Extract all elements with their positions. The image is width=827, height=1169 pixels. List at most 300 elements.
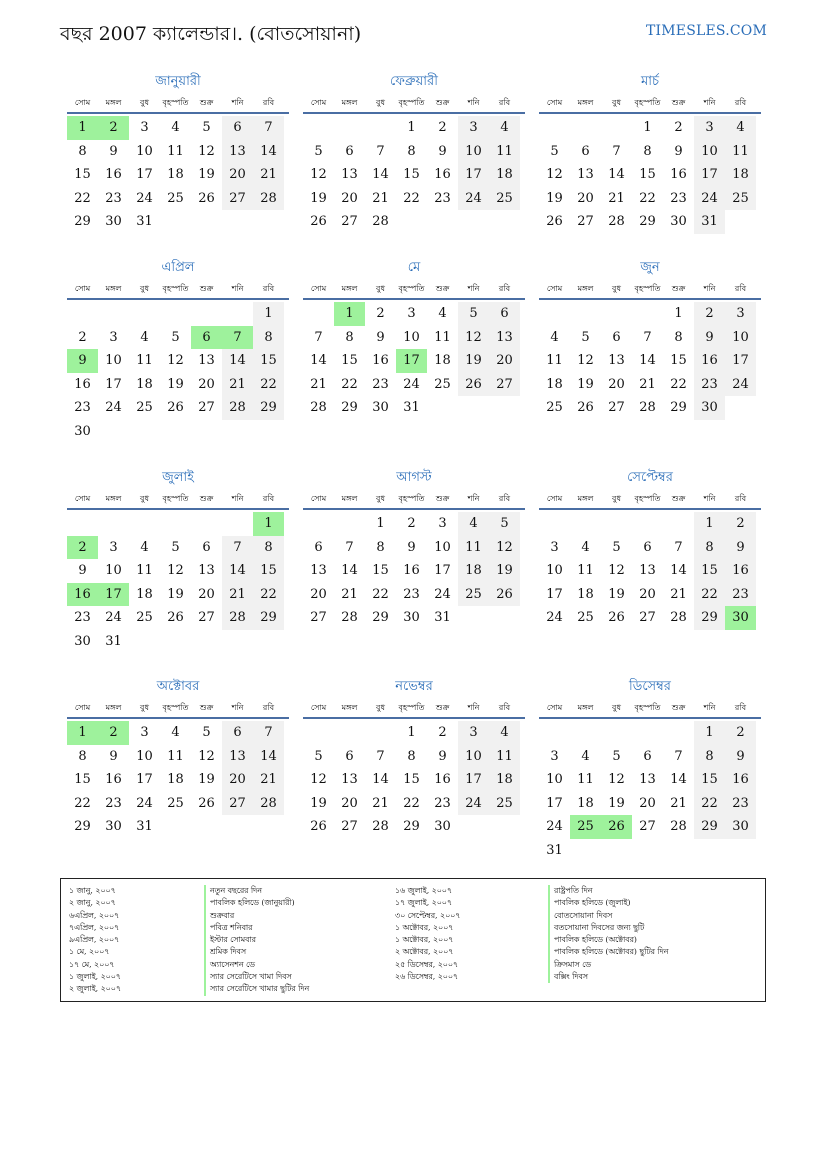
day-cell: 22: [74, 795, 91, 811]
weekday-header: [303, 490, 525, 510]
day-cell: 26: [489, 583, 520, 607]
day-cell: 15: [694, 768, 725, 792]
empty-cell: [663, 721, 694, 745]
day-cell: 8: [78, 143, 87, 159]
day-cell: 22: [253, 373, 284, 397]
legend-holiday-name: পবিত্র শনিবার: [204, 922, 309, 934]
day-cell: 10: [105, 563, 122, 578]
holiday-day-cell: 1: [67, 721, 98, 745]
weekday-header: [67, 94, 289, 114]
day-cell: 5: [202, 120, 211, 135]
day-cell: 18: [458, 559, 489, 583]
day-cell: 1: [694, 512, 725, 536]
day-cell: 24: [546, 819, 563, 834]
month-name: এপ্রিল: [161, 260, 195, 275]
day-cell: 11: [136, 353, 153, 368]
day-cell: 3: [550, 539, 559, 555]
day-cell: 17: [458, 768, 489, 792]
day-cell: 11: [458, 536, 489, 560]
legend-holiday-name: শ্রমিক দিবস: [204, 946, 309, 958]
days-grid: [67, 512, 289, 653]
legend-date: ১৭ জুলাই, ২০০৭: [395, 898, 452, 908]
day-cell: 27: [222, 187, 253, 211]
day-cell: 31: [434, 610, 451, 625]
day-cell: 29: [253, 396, 284, 420]
day-cell: 14: [608, 167, 625, 182]
day-cell: 23: [694, 373, 725, 397]
legend-date: ১ মে, ২০০৭: [69, 947, 110, 957]
day-cell: 16: [434, 167, 451, 182]
weekday-label: শুক্র: [199, 284, 214, 293]
day-cell: 6: [345, 748, 354, 764]
day-cell: 28: [372, 819, 389, 834]
day-cell: 14: [639, 353, 656, 368]
weekday-label: সোম: [546, 98, 563, 107]
day-cell: 2: [407, 516, 416, 531]
day-cell: 27: [198, 610, 215, 625]
empty-cell: [160, 302, 191, 326]
day-cell: 10: [105, 353, 122, 368]
weekday-label: বুধ: [376, 494, 385, 503]
day-cell: 27: [310, 610, 327, 625]
day-cell: 4: [171, 120, 180, 135]
month-name: মে: [407, 260, 421, 275]
legend-date: ২ জুলাই, ২০০৭: [69, 984, 121, 994]
day-cell: 28: [222, 606, 253, 630]
day-cell: 19: [310, 795, 327, 811]
empty-cell: [222, 512, 253, 536]
day-cell: 13: [341, 167, 358, 182]
brand-link[interactable]: TIMESLES.COM: [646, 23, 767, 39]
legend-date: ১ জুলাই, ২০০৭: [69, 972, 121, 982]
days-grid: [303, 302, 525, 420]
day-cell: 1: [407, 725, 416, 740]
weekday-label: শুক্র: [199, 494, 214, 503]
day-cell: 22: [74, 190, 91, 206]
legend-names-right: [548, 885, 668, 983]
legend-date: ২৫ ডিসেম্বর, ২০০৭: [395, 959, 458, 969]
weekday-label: রবি: [262, 98, 275, 107]
day-cell: 23: [105, 190, 122, 206]
day-cell: 14: [253, 140, 284, 164]
day-cell: 23: [434, 190, 451, 206]
day-cell: 19: [546, 190, 563, 206]
day-cell: 31: [694, 210, 725, 234]
day-cell: 15: [74, 772, 91, 787]
day-cell: 20: [198, 376, 215, 392]
day-cell: 26: [198, 795, 215, 811]
day-cell: 8: [407, 748, 416, 764]
legend-dates-right: [395, 885, 460, 983]
day-cell: 9: [725, 536, 756, 560]
day-cell: 5: [171, 539, 180, 555]
weekday-label: শনি: [467, 98, 480, 107]
month-block: [303, 675, 525, 839]
weekday-label: সোম: [74, 494, 91, 503]
empty-cell: [191, 512, 222, 536]
day-cell: 9: [694, 326, 725, 350]
day-cell: 23: [403, 586, 420, 602]
weekday-label: রবি: [734, 284, 747, 293]
day-cell: 29: [372, 610, 389, 625]
weekday-header: [539, 280, 761, 300]
day-cell: 16: [670, 167, 687, 182]
day-cell: 7: [376, 143, 385, 159]
weekday-label: রবি: [498, 98, 511, 107]
day-cell: 23: [372, 376, 389, 392]
day-cell: 27: [577, 214, 594, 229]
weekday-label: সোম: [546, 703, 563, 712]
day-cell: 28: [670, 819, 687, 834]
legend-date: ৩০ সেপ্টেম্বর, ২০০৭: [395, 910, 461, 920]
day-cell: 12: [198, 143, 215, 159]
day-cell: 5: [581, 329, 590, 345]
day-cell: 6: [643, 539, 652, 555]
weekday-label: বুধ: [612, 284, 621, 293]
month-block: [67, 466, 289, 653]
day-cell: 7: [222, 536, 253, 560]
legend-holiday-name: পাবলিক হলিডে (জুলাই): [548, 897, 668, 909]
empty-cell: [539, 721, 570, 745]
day-cell: 29: [403, 819, 420, 834]
weekday-label: শুক্র: [671, 284, 686, 293]
day-cell: 18: [725, 163, 756, 187]
weekday-label: শুক্র: [199, 703, 214, 712]
day-cell: 24: [136, 190, 153, 206]
days-grid: [67, 116, 289, 234]
day-cell: 11: [167, 748, 184, 764]
day-cell: 14: [222, 349, 253, 373]
day-cell: 10: [136, 143, 153, 159]
day-cell: 12: [167, 353, 184, 368]
day-cell: 19: [608, 795, 625, 811]
day-cell: 10: [136, 748, 153, 764]
day-cell: 29: [253, 606, 284, 630]
day-cell: 25: [725, 187, 756, 211]
day-cell: 8: [674, 329, 683, 345]
day-cell: 6: [202, 539, 211, 555]
day-cell: 16: [105, 167, 122, 182]
month-block: [303, 256, 525, 420]
weekday-header: [539, 699, 761, 719]
day-cell: 14: [670, 563, 687, 578]
day-cell: 27: [639, 610, 656, 625]
day-cell: 7: [253, 721, 284, 745]
holiday-day-cell: 16: [67, 583, 98, 607]
day-cell: 25: [136, 610, 153, 625]
days-grid: [539, 116, 761, 234]
weekday-label: মঙ্গল: [341, 703, 358, 712]
weekday-header: [67, 699, 289, 719]
day-cell: 10: [434, 539, 451, 555]
day-cell: 23: [725, 583, 756, 607]
empty-cell: [191, 302, 222, 326]
empty-cell: [632, 721, 663, 745]
day-cell: 6: [314, 539, 323, 555]
weekday-label: বৃহস্পতি: [162, 98, 189, 107]
day-cell: 1: [253, 302, 284, 326]
day-cell: 31: [105, 633, 122, 649]
day-cell: 16: [403, 563, 420, 578]
month-name: মার্চ: [640, 74, 659, 89]
day-cell: 19: [198, 772, 215, 787]
empty-cell: [303, 302, 334, 326]
legend-holiday-name: বক্সিং দিবস: [548, 971, 668, 983]
legend-holiday-name: বোতসোয়ানা দিবস: [548, 910, 668, 922]
holiday-day-cell: 2: [67, 536, 98, 560]
day-cell: 28: [341, 610, 358, 625]
day-cell: 23: [74, 400, 91, 415]
empty-cell: [632, 512, 663, 536]
holiday-day-cell: 25: [570, 815, 601, 839]
day-cell: 28: [253, 792, 284, 816]
day-cell: 6: [489, 302, 520, 326]
day-cell: 8: [253, 536, 284, 560]
day-cell: 30: [434, 819, 451, 834]
day-cell: 20: [639, 586, 656, 602]
day-cell: 4: [140, 539, 149, 555]
day-cell: 16: [74, 376, 91, 392]
day-cell: 2: [438, 725, 447, 740]
day-cell: 18: [546, 376, 563, 392]
day-cell: 24: [725, 373, 756, 397]
weekday-label: শনি: [467, 703, 480, 712]
day-cell: 4: [581, 748, 590, 764]
month-name: সেপ্টেম্বর: [627, 470, 673, 485]
weekday-label: রবি: [498, 703, 511, 712]
day-cell: 26: [577, 400, 594, 415]
day-cell: 21: [341, 586, 358, 602]
day-cell: 28: [608, 214, 625, 229]
day-cell: 22: [694, 792, 725, 816]
weekday-label: শুক্র: [671, 494, 686, 503]
day-cell: 26: [546, 214, 563, 229]
legend-date: ১৬ জুলাই, ২০০৭: [395, 886, 452, 895]
day-cell: 13: [639, 563, 656, 578]
weekday-label: বুধ: [612, 98, 621, 107]
weekday-label: বুধ: [140, 284, 149, 293]
day-cell: 9: [78, 563, 87, 578]
day-cell: 5: [314, 748, 323, 764]
day-cell: 7: [612, 143, 621, 159]
month-block: [303, 466, 525, 630]
day-cell: 1: [407, 120, 416, 135]
month-name: ফেব্রুয়ারী: [390, 74, 438, 89]
legend-holiday-name: রাষ্ট্রপতি দিন: [548, 885, 668, 897]
weekday-header: [67, 490, 289, 510]
day-cell: 18: [577, 795, 594, 811]
day-cell: 12: [198, 748, 215, 764]
weekday-label: বুধ: [612, 703, 621, 712]
day-cell: 12: [608, 563, 625, 578]
weekday-label: রবি: [498, 494, 511, 503]
day-cell: 12: [167, 563, 184, 578]
day-cell: 30: [694, 396, 725, 420]
day-cell: 3: [438, 516, 447, 531]
day-cell: 2: [438, 120, 447, 135]
weekday-label: মঙ্গল: [105, 284, 122, 293]
day-cell: 30: [403, 610, 420, 625]
weekday-label: রবি: [498, 284, 511, 293]
day-cell: 13: [222, 745, 253, 769]
day-cell: 29: [341, 400, 358, 415]
day-cell: 25: [167, 795, 184, 811]
day-cell: 2: [674, 120, 683, 135]
weekday-label: শনি: [231, 494, 244, 503]
weekday-label: বুধ: [140, 703, 149, 712]
day-cell: 23: [670, 190, 687, 206]
day-cell: 19: [458, 349, 489, 373]
day-cell: 18: [489, 163, 520, 187]
days-grid: [539, 721, 761, 862]
day-cell: 5: [550, 143, 559, 159]
day-cell: 15: [694, 559, 725, 583]
month-block: [67, 70, 289, 234]
day-cell: 26: [458, 373, 489, 397]
day-cell: 25: [546, 400, 563, 415]
day-cell: 29: [670, 400, 687, 415]
day-cell: 19: [577, 376, 594, 392]
weekday-label: বৃহস্পতি: [398, 284, 425, 293]
day-cell: 8: [253, 326, 284, 350]
day-cell: 21: [253, 768, 284, 792]
legend-date: ৭এপ্রিল, ২০০৭: [69, 922, 120, 932]
weekday-label: শনি: [703, 494, 716, 503]
legend-names-left: [204, 885, 309, 996]
legend-holiday-name: পাবলিক হলিডে (জানুয়ারী): [204, 897, 309, 909]
empty-cell: [334, 116, 365, 140]
day-cell: 25: [458, 583, 489, 607]
month-block: [539, 675, 761, 862]
weekday-label: বৃহস্পতি: [162, 703, 189, 712]
day-cell: 15: [372, 563, 389, 578]
empty-cell: [334, 721, 365, 745]
weekday-label: রবি: [262, 703, 275, 712]
weekday-label: শুক্র: [435, 98, 450, 107]
day-cell: 13: [222, 140, 253, 164]
weekday-label: শুক্র: [671, 703, 686, 712]
weekday-label: সোম: [74, 703, 91, 712]
legend-holiday-name: অ্যাসেনশন ডে: [204, 959, 309, 971]
day-cell: 18: [167, 167, 184, 182]
day-cell: 4: [550, 329, 559, 345]
legend-holiday-name: শুক্রবার: [204, 910, 309, 922]
weekday-label: বুধ: [140, 494, 149, 503]
day-cell: 17: [136, 772, 153, 787]
day-cell: 18: [136, 376, 153, 392]
day-cell: 24: [694, 187, 725, 211]
holiday-day-cell: 30: [725, 606, 756, 630]
empty-cell: [365, 721, 396, 745]
weekday-label: রবি: [262, 494, 275, 503]
day-cell: 23: [74, 610, 91, 625]
day-cell: 21: [639, 376, 656, 392]
weekday-label: শুক্র: [671, 98, 686, 107]
weekday-header: [303, 699, 525, 719]
day-cell: 12: [608, 772, 625, 787]
holiday-day-cell: 1: [253, 512, 284, 536]
day-cell: 18: [434, 353, 451, 368]
weekday-label: বুধ: [612, 494, 621, 503]
day-cell: 16: [725, 768, 756, 792]
weekday-label: শনি: [467, 284, 480, 293]
month-block: [67, 256, 289, 443]
day-cell: 5: [458, 302, 489, 326]
day-cell: 14: [372, 167, 389, 182]
day-cell: 24: [434, 586, 451, 602]
day-cell: 1: [674, 306, 683, 321]
empty-cell: [601, 721, 632, 745]
day-cell: 26: [167, 610, 184, 625]
day-cell: 20: [639, 795, 656, 811]
day-cell: 3: [140, 725, 149, 740]
weekday-label: মঙ্গল: [577, 284, 594, 293]
day-cell: 19: [310, 190, 327, 206]
legend-date: ২ অক্টোবর, ২০০৭: [395, 947, 454, 957]
empty-cell: [129, 512, 160, 536]
weekday-label: রবি: [734, 703, 747, 712]
day-cell: 15: [639, 167, 656, 182]
legend-date: ৯এপ্রিল, ২০০৭: [69, 935, 120, 945]
day-cell: 2: [694, 302, 725, 326]
month-block: [67, 675, 289, 839]
day-cell: 16: [372, 353, 389, 368]
month-block: [539, 70, 761, 234]
day-cell: 15: [403, 772, 420, 787]
day-cell: 1: [694, 721, 725, 745]
day-cell: 10: [546, 772, 563, 787]
day-cell: 12: [489, 536, 520, 560]
day-cell: 13: [608, 353, 625, 368]
weekday-label: বৃহস্পতি: [398, 703, 425, 712]
day-cell: 5: [314, 143, 323, 159]
day-cell: 17: [136, 167, 153, 182]
weekday-label: সোম: [74, 98, 91, 107]
empty-cell: [632, 302, 663, 326]
day-cell: 17: [105, 376, 122, 392]
day-cell: 7: [253, 116, 284, 140]
day-cell: 18: [489, 768, 520, 792]
day-cell: 28: [670, 610, 687, 625]
weekday-label: বৃহস্পতি: [162, 284, 189, 293]
day-cell: 18: [577, 586, 594, 602]
weekday-label: শনি: [231, 284, 244, 293]
legend-holiday-name: বতসোয়ানা দিবসের জন্য ছুটি: [548, 922, 668, 934]
day-cell: 4: [140, 329, 149, 345]
empty-cell: [601, 302, 632, 326]
day-cell: 19: [489, 559, 520, 583]
day-cell: 27: [341, 819, 358, 834]
day-cell: 26: [198, 190, 215, 206]
empty-cell: [129, 302, 160, 326]
weekday-header: [303, 94, 525, 114]
day-cell: 14: [310, 353, 327, 368]
day-cell: 11: [546, 353, 563, 368]
weekday-label: শুক্র: [199, 98, 214, 107]
day-cell: 12: [310, 167, 327, 182]
day-cell: 7: [314, 329, 323, 345]
day-cell: 13: [310, 563, 327, 578]
month-name: জানুয়ারী: [155, 74, 201, 89]
day-cell: 19: [167, 376, 184, 392]
day-cell: 8: [407, 143, 416, 159]
day-cell: 17: [725, 349, 756, 373]
empty-cell: [67, 302, 98, 326]
day-cell: 12: [458, 326, 489, 350]
weekday-label: সোম: [310, 703, 327, 712]
day-cell: 6: [345, 143, 354, 159]
day-cell: 21: [670, 795, 687, 811]
